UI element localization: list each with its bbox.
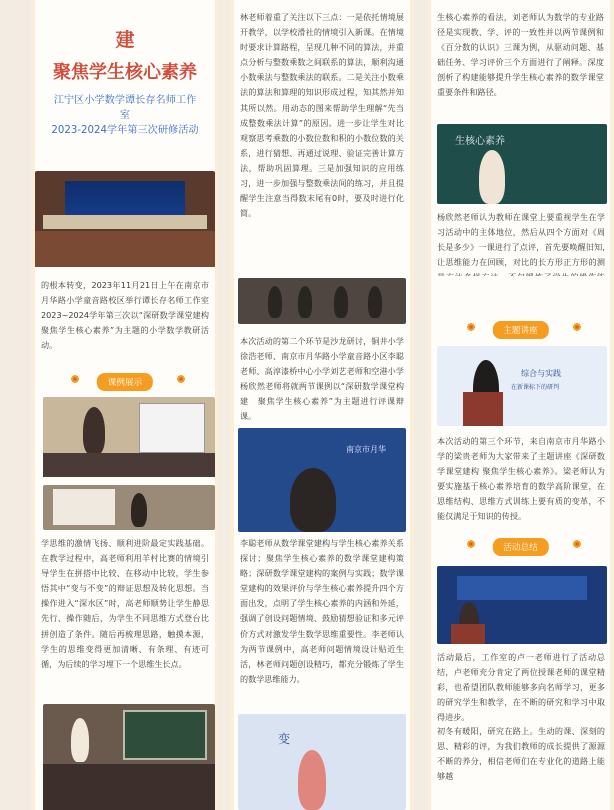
- title-line1: 建: [115, 29, 135, 51]
- left-card-bottom: [31, 534, 219, 810]
- right-card-top: [427, 0, 614, 276]
- presenter-photo: [437, 124, 607, 204]
- section-tag-lecture: 主题讲座: [492, 321, 548, 339]
- right-paragraph-2: 杨欣然老师认为教师在课堂上要重视学生在学习活动中的主体地位，然后从四个方面对《周长是多少》一课进行了点评，首先要唤醒旧知,让思维能力在回顾，对比的长方形正方形的测: [437, 212, 605, 268]
- middle-paragraph-2: 本次活动的第二个环节是沙龙研讨，铜井小学徐浩老师、南京市月华路小学童音路小区李聪老师、高淳漆桥中心小学刘艺老师和空港小学杨欣然老师将就两节课例以“深研数学课堂构建 聚焦学生核心素养”为主题进行评课辩课。: [240, 336, 404, 422]
- right-paragraph-3: 本次活动的第三个环节，来自南京市月华路小学的梁贵老师为大家带来了主题讲座《深研数学课堂建构 聚焦学生核心素养》。梁老师认为要实施基于核心素养培育的数学高阶课堂，在思维结构、思维方式训练上要有质的变革，不能仅满足于知识的传授。: [437, 436, 605, 522]
- screen-caption-1: 南京市月华: [346, 445, 386, 454]
- right-paragraph-5: 初冬有暖阳，研究在路上。生动的课、深刻的思、精彩的评，为我们教师的成长提供了源源不断的养分，相信老师们在专业化的道路上能够越: [437, 726, 605, 782]
- right-paragraph-1: 生核心素养的看法，刘老师认为数学的专业路径是实现教、学、评的一致性并以两节课例和《百分数的认识》三课为例，从驱动问题、基础任务、学习评价三个方面进行了阐释。深度剖析了构建能够提升学生核心素养的数学课堂重要条件和路径。: [437, 12, 604, 98]
- flower-icon: [571, 321, 583, 333]
- classroom-photo-3: [43, 704, 215, 810]
- summary-photo: [437, 566, 607, 644]
- slide-heading: 生核心素养: [455, 136, 505, 147]
- flower-icon: [571, 538, 583, 550]
- flower-icon: [465, 321, 477, 333]
- panel-photo: [238, 278, 406, 324]
- stage-screen: [65, 181, 185, 219]
- classroom-photo-1: [43, 397, 215, 477]
- middle-card-bottom: [230, 534, 414, 810]
- right-card-middle: [427, 276, 614, 534]
- speaker-photo-1: [238, 428, 406, 532]
- left-card-middle: [31, 276, 219, 534]
- left-card-top: [31, 0, 219, 276]
- org-line3: 2023-2024学年第三次研修活动: [51, 125, 199, 136]
- screen-caption-2: 变: [278, 732, 291, 746]
- left-paragraph-1: 的根本转变，2023年11月21日上午在南京市月华路小学童音路校区举行谭长存名师工作室2023~2024学年第三次以“深研数学课堂建构 聚焦学生核心素养”为主题的小学数学教研活动。: [41, 280, 218, 351]
- section-tag-lesson-demo: 课例展示: [97, 373, 153, 391]
- classroom-photo-2: [43, 485, 215, 530]
- speaker-photo-2: [238, 714, 406, 810]
- flower-icon: [69, 373, 81, 385]
- section-tag-summary: 活动总结: [492, 538, 548, 556]
- right-paragraph-4: 活动最后，工作室的卢一老师进行了活动总结，卢老师充分肯定了两位授课老师的课堂精彩，也希望团队教师能够多向名师学习，更多的研究学生和教学，在不断的研究和学习中取得进步。: [437, 652, 605, 723]
- middle-paragraph-3: 李聪老师从数学课堂建构与学生核心素养关系探讨；聚焦学生核心素养的数学课堂建构策略；深研数学课堂建构的案例与实践；数学课堂建构的效果评价与学生核心素养提升四个方面出发，点明了学生核心素养的内涵和外延，强调了创设问题情境、鼓励猜想验证和多元评价方式对激发学生数学思维重要性。李老师认为两节课例中，高老师问题情境设计贴近生活，林老师问题创设精巧，都充分锻炼了学生的数学思维能力。: [240, 538, 404, 684]
- middle-card-top: [230, 0, 414, 276]
- title-line2: 聚焦学生核心素养: [53, 62, 197, 83]
- lecture-slide-line1: 综合与实践: [521, 369, 561, 378]
- right-card-bottom: [427, 534, 614, 810]
- lecture-photo: [437, 346, 607, 426]
- middle-card-middle: [230, 276, 414, 534]
- org-line2: 室: [119, 110, 131, 121]
- flower-icon: [465, 538, 477, 550]
- org-line1: 江宁区小学数学谭长存名师工作: [53, 95, 197, 106]
- middle-paragraph-1: 林老师着重了关注以下三点：一是依托情境展开教学，以学校滑社的情境引入新课。在情境时要求计算路程，呈现几种不同的算法，并重点分析与整数乘数之间联系的算法，顺利沟通小数乘法与整数乘法的联系。二是关注小数乘法的算法和算理的知识形成过程，知其然并知其所以然。用动态的图来帮助学生理解“先当成整数乘法计算”的原因。进一步让学生对比观察思考乘数的小数位数和积的小数位数的关系，进行猜想、再通过说理、验证完善计算方法，帮助巩固算理。三是加强知识的应用练习，进一步加强与整数乘法间的练习，并且提醒学生注意当得数末尾有0时，要及时进行化简。: [240, 12, 404, 219]
- lecture-slide-line2: 在新课标下的研判: [511, 384, 560, 391]
- left-paragraph-2: 学思维的激情飞扬、顺利进阶最定实践基础。在教学过程中，高老师利用羊村比赛的情境引导学生在拼搭中比较、在移动中比较，学生参悟其中“变与不变”的辩证思想及转化思想。当操作进入“深水区”时，高老师顺势让学生静思先行、操作随后，为学生不同思维方式登台比拼创造了条件。随后再梳理思路，触摸本源，学生的思维变得更加清晰、有条理、有迹可循，为后续的学习埋下一个思维生长点。: [41, 538, 209, 669]
- meeting-photo: [35, 171, 215, 267]
- flower-icon: [175, 373, 187, 385]
